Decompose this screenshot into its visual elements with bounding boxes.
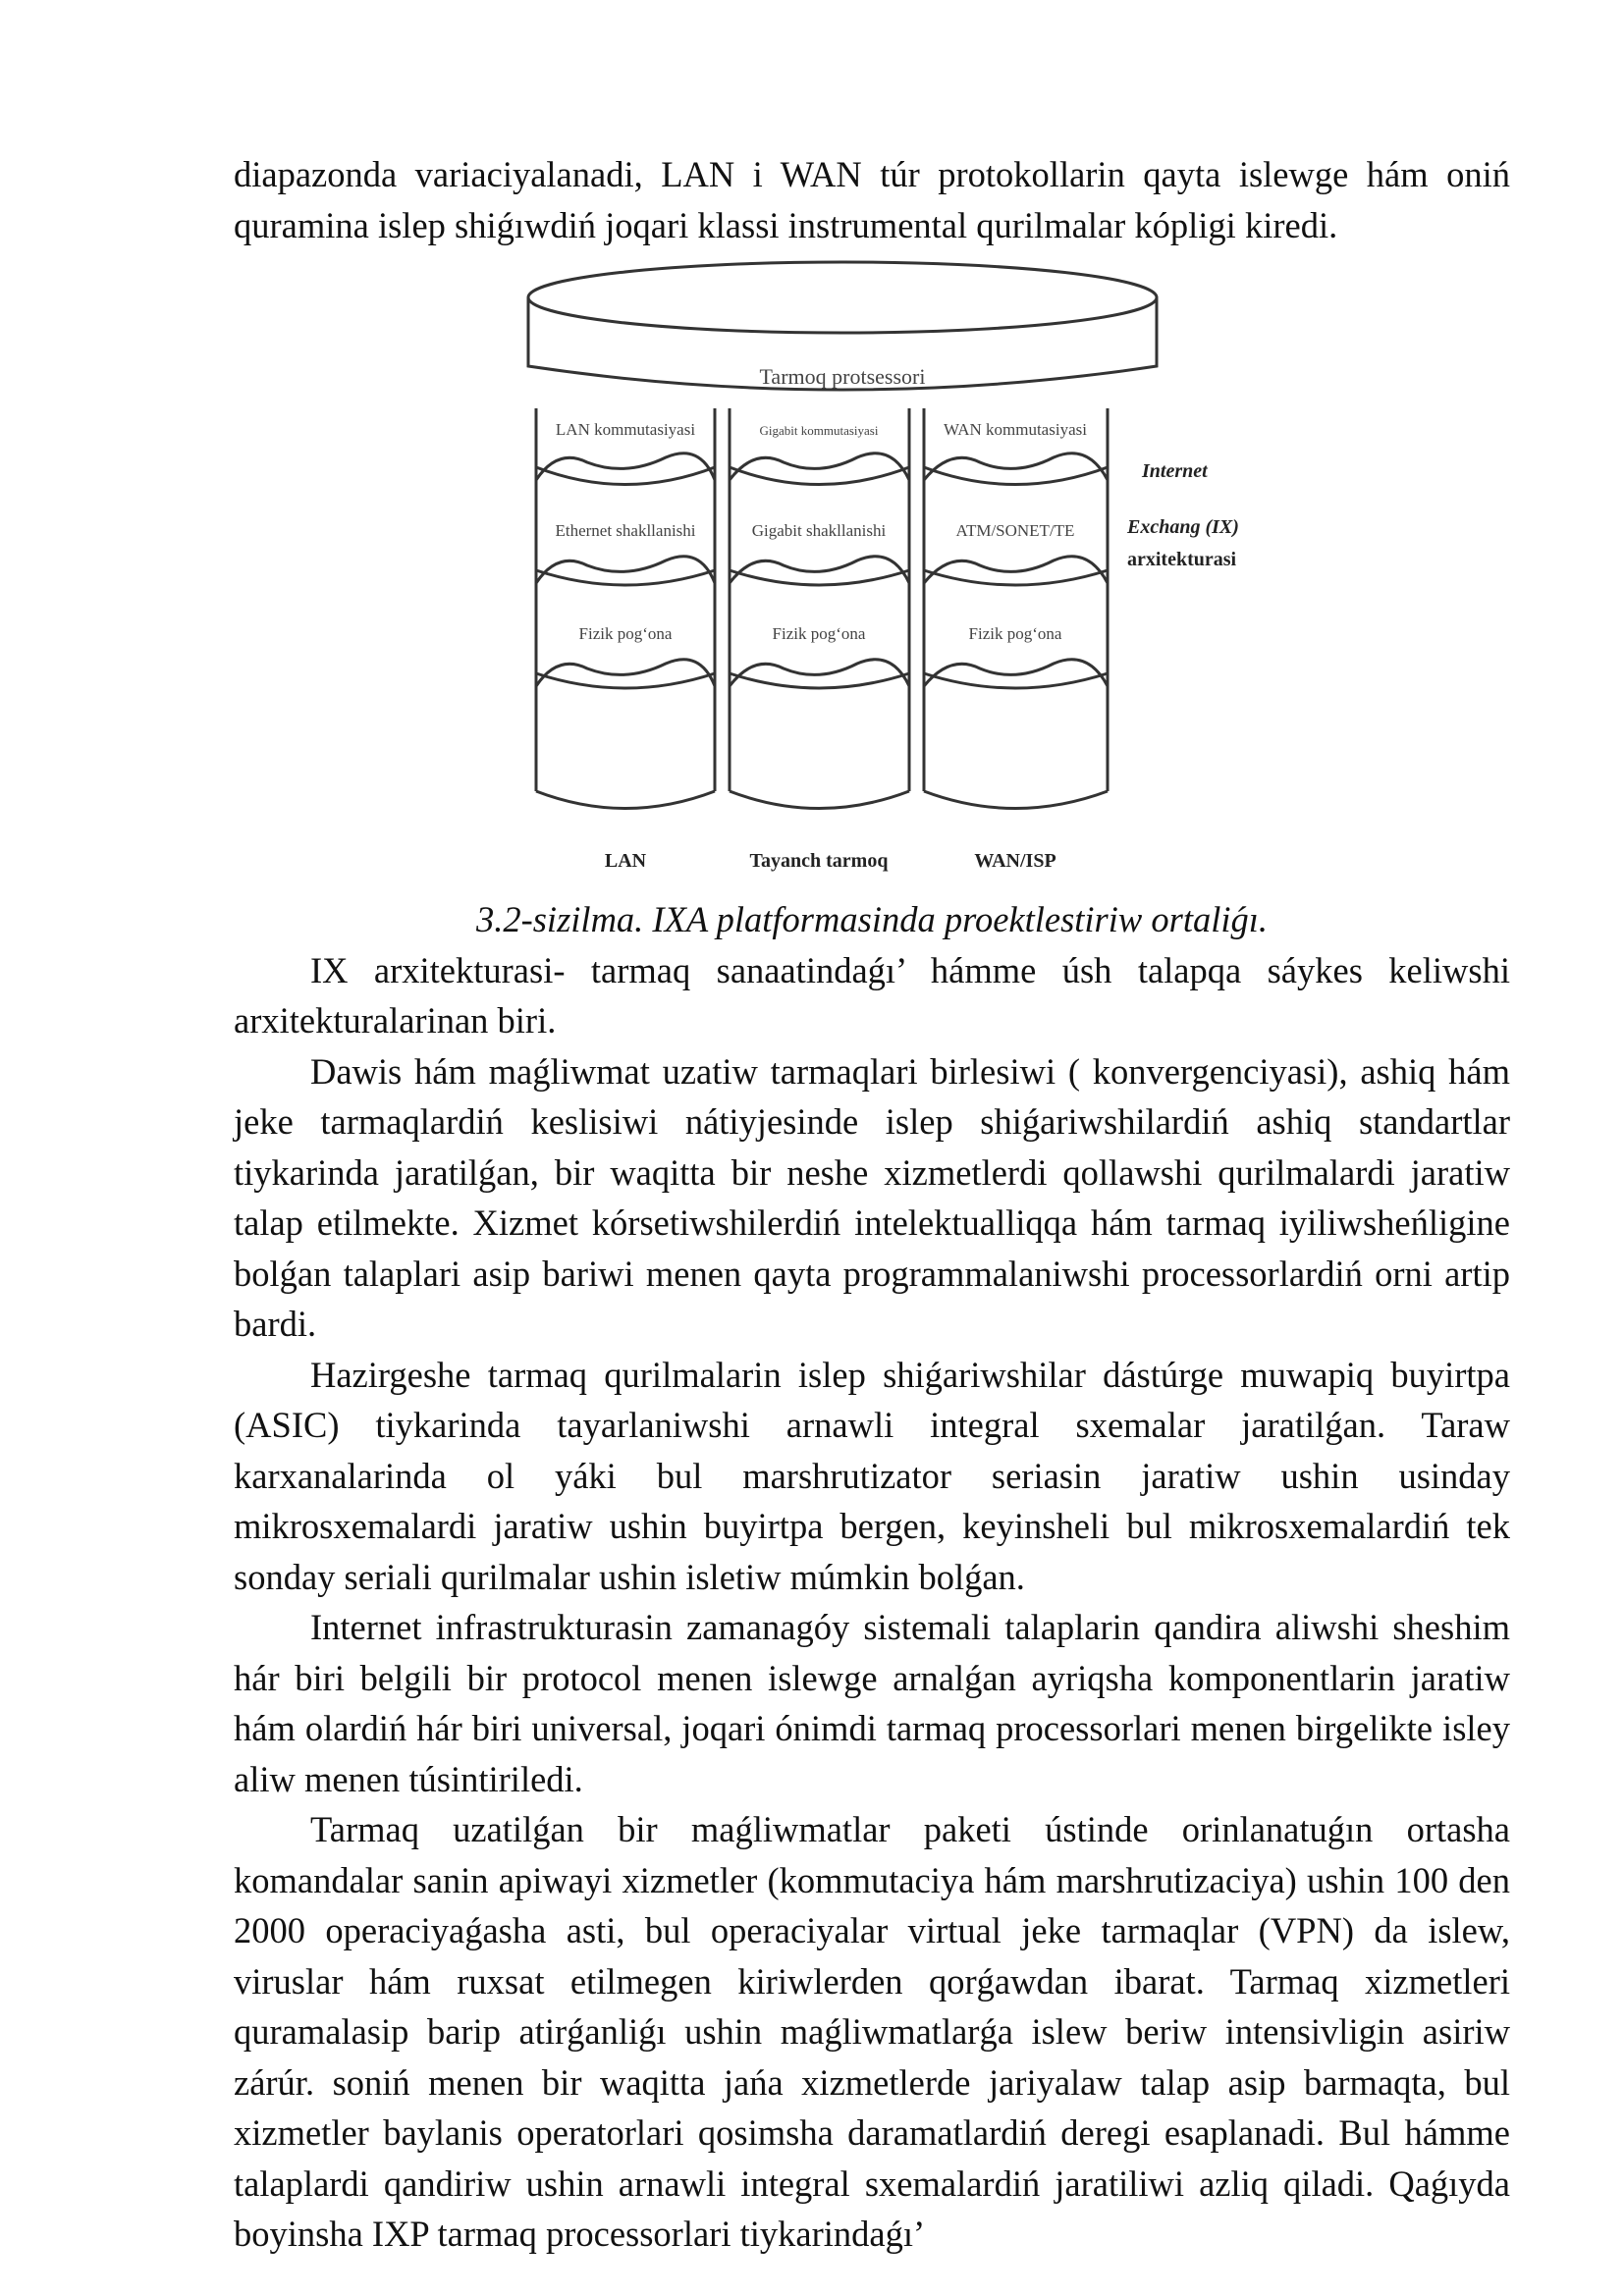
paragraph-1: IX arxitekturasi- tarmaq sanaatindaǵı’ hámme úsh talapqa sáykes keliwshi arxitekturalarinan biri. bbox=[234, 949, 1510, 1041]
paragraph-4: Internet infrastrukturasin zamanagóy sistemali talaplarin qandira aliwshi sheshim hár biri belgili bir protocol menen islewge arnalǵan ayriqsha komponentlarin jaratiw hám olardiń hár biri universal, joqari ónimdi tarmaq processorlari menen birgelikte isley aliw menen túsintiriledi. bbox=[234, 1607, 1510, 1799]
side-label-exchange: Exchang (IX) bbox=[1127, 516, 1239, 538]
column-outlines bbox=[536, 408, 1108, 809]
network-processor-label: Tarmoq protsessori bbox=[759, 364, 926, 389]
physical-layer-label-2: Fizik pog‘ona bbox=[772, 624, 866, 643]
wan-isp-label: WAN/ISP bbox=[974, 850, 1056, 872]
paragraph-3: Hazirgeshe tarmaq qurilmalarin islep shiǵariwshilar dástúrge muwapiq buyirtpa (ASIC) tiykarinda tayarlaniwshi arnawli integral sxemalar jaratilǵan. Taraw karxanalarinda ol yáki bul marshrutizator seriasin jaratiw ushin usinday mikrosxemalardi jaratiw ushin buyirtpa bergen, keyinsheli bul mikrosxemalardiń tek sonday seriali qurilmalar ushin isletiw múmkin bolǵan. bbox=[234, 1354, 1510, 1597]
paragraph-2: Dawis hám maǵliwmat uzatiw tarmaqlari birlesiwi ( konvergenciyasi), ashiq hám jeke tarmaqlardiń keslisiwi nátiyjesinde islep shiǵariwshilardiń ashiq standartlar tiykarinda jaratilǵan, bir waqitta bir neshe xizmetlerdi qollawshi qurilmalardi jaratiw talap etilmekte. Xizmet kórsetiwshilerdiń intelektualliqqa hám tarmaq iyiliwsheńligine bolǵan talaplari asip bariwi menen qayta programmalaniwshi processorlardiń orni artip bardi. bbox=[234, 1050, 1510, 1344]
backbone-label: Tayanch tarmoq bbox=[749, 850, 889, 872]
ethernet-framing-label: Ethernet shakllanishi bbox=[555, 521, 696, 540]
figure-caption: 3.2-sizilma. IXA platformasinda proektlestiriw ortaliǵı. bbox=[475, 899, 1269, 939]
physical-layer-label-3: Fizik pog‘ona bbox=[968, 624, 1062, 643]
atm-sonet-label: ATM/SONET/TE bbox=[955, 521, 1075, 540]
physical-layer-label-1: Fizik pog‘ona bbox=[578, 624, 673, 643]
document-page bbox=[234, 149, 1510, 2260]
side-label-internet: Internet bbox=[1142, 460, 1208, 482]
lan-switching-label: LAN kommutasiyasi bbox=[555, 420, 696, 439]
gigabit-framing-label: Gigabit shakllanishi bbox=[751, 521, 887, 540]
side-label-architecture: arxitekturasi bbox=[1127, 549, 1237, 570]
wan-switching-label: WAN kommutasiyasi bbox=[944, 420, 1087, 439]
figure-ixa-architecture bbox=[234, 256, 1510, 894]
paragraph-top: diapazonda variaciyalanadi, LAN i WAN túr protokollarin qayta islewge hám oniń quramina islep shiǵıwdiń joqari klassi instrumental qurilmalar kópligi kiredi. bbox=[234, 154, 1510, 245]
lan-label: LAN bbox=[604, 850, 647, 872]
gigabit-switching-label: Gigabit kommutasiyasi bbox=[759, 423, 879, 438]
paragraph-5: Tarmaq uzatilǵan bir maǵliwmatlar paketi ústinde orinlanatuǵın ortasha komandalar sanin apiwayi xizmetler (kommutaciya hám marshrutizaciya) ushin 100 den 2000 operaciyaǵasha asti, bul operaciyalar virtual jeke tarmaqlar (VPN) da islew, viruslar hám ruxsat etilmegen kiriwlerden qorǵawdan ibarat. Tarmaq xizmetleri quramalasip barip atirǵanliǵı ushin maǵliwmatlarǵa islew beriw intensivligin asiriw zárúr. soniń menen bir waqitta jańa xizmetlerde jariyalaw talap asip barmaqta, bul xizmetler baylanis operatorlari qosimsha daramatlardiń deregi esaplanadi. Bul hámme talaplardi qandiriw ushin arnawli integral sxemalardiń jaratiliwi azliq qiladi. Qaǵıyda boyinsha IXP tarmaq processorlari tiykarindaǵı’ bbox=[234, 1809, 1510, 2254]
architecture-diagram bbox=[518, 256, 1265, 884]
